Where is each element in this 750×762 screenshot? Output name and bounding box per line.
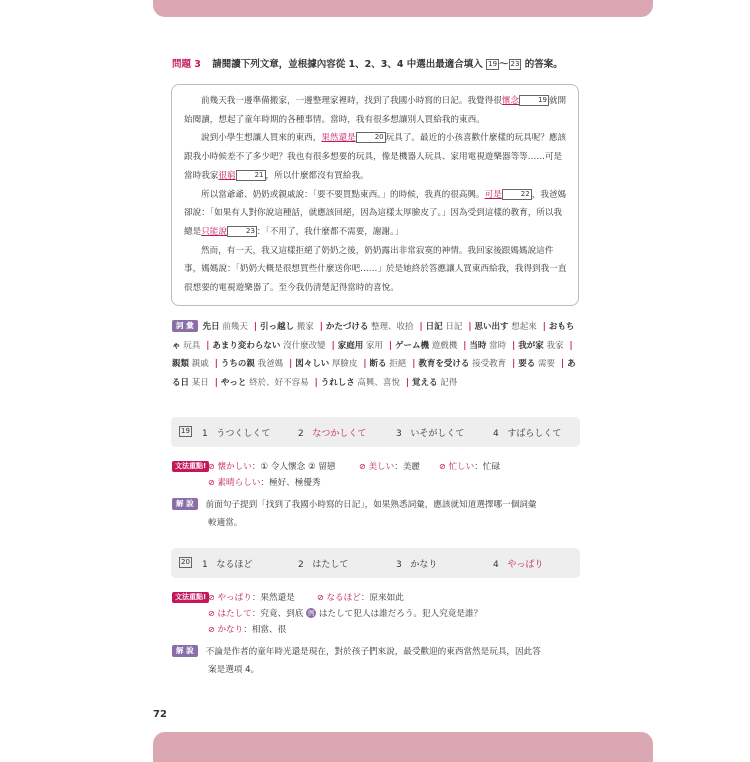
example-japanese: はたして犯人は誰だろう。 [318,609,423,619]
check-icon: ⊘ [208,478,215,487]
vocab-separator: | [206,340,210,351]
vocab-term: ある日 [172,359,576,388]
blank-box-20: 20 [356,132,386,143]
vocab-meaning: 家用 [365,340,383,351]
vocab-meaning: 我家 [546,340,564,351]
vocab-meaning: 遊戲機 [431,340,458,351]
check-icon: ⊘ [317,593,324,602]
vocab-separator: | [569,340,573,351]
vocab-separator: | [468,322,472,332]
passage-text: 然而，有一天，我又這樣拒絕了奶奶之後，奶奶露出非常寂寞的神情。我回家後跟媽媽說這件事，媽媽說：「奶奶大概是很想買些什麼送你吧……」於是她終於答應讓人買東西給我，我得到我一直很想要的電視遊樂器了。至今我仍清楚記得當時的喜悅。 [184,245,567,294]
explanation-line: 案是選項 4。 [208,665,260,675]
grammar-tag: 文法重點! [172,461,209,472]
option-4[interactable]: 4 すばらしくて [493,429,562,439]
option-1[interactable]: 1 うつくしくて [202,429,271,439]
vocab-separator: | [331,340,335,351]
vocab-separator: | [412,359,416,370]
grammar-tag: 文法重點! [172,592,209,603]
grammar-points-19 [172,459,582,491]
vocab-separator: | [319,322,323,332]
check-icon: ⊘ [208,625,215,634]
vocab-meaning: 某日 [191,377,209,388]
vocab-term: うちの親 [220,359,255,370]
explanation-line: 前面句子提到「找到了我國小時寫的日記」，如果熟悉詞彙，應該就知道選擇哪一個詞彙 [205,500,537,510]
vocab-separator: | [289,359,293,370]
vocab-separator: | [388,340,393,351]
blank-box-19: 19 [519,95,549,106]
grammar-item: ⊘ 素晴らしい：極好、極優秀 [208,478,321,488]
option-3[interactable]: 3 かなり [396,560,438,570]
vocab-meaning: 厚臉皮 [331,359,358,370]
passage-paragraph-1 [184,92,568,129]
grammar-item: ⊘ やっぱり：果然還是 [208,593,295,603]
vocab-meaning: 當時 [489,340,507,351]
blank-answer-19: 懷念 [501,96,519,106]
example-icon: 例 [307,609,315,617]
vocab-meaning: 拒絕 [389,359,407,370]
vocab-meaning: 終於、好不容易 [249,377,309,388]
option-4-correct[interactable]: 4 やっぱり [493,560,544,570]
check-icon: ⊘ [208,609,215,618]
vocab-separator: | [314,377,318,388]
explanation-tag: 解 說 [172,498,198,510]
vocab-separator: | [512,340,516,351]
vocab-separator: | [214,359,218,370]
vocab-term: 親類 [172,359,190,370]
check-icon: ⊘ [208,462,215,471]
blank-box-23: 23 [227,226,257,237]
vocab-meaning: 整理、收拾 [371,322,414,332]
vocabulary-items [172,322,576,388]
example-chinese: 犯人究竟是誰？ [422,609,483,619]
option-3[interactable]: 3 いそがしくて [396,429,465,439]
check-icon: ⊘ [439,462,446,471]
vocab-separator: | [363,359,367,370]
blank-answer-23: 只能說 [201,226,227,237]
question-instruction-post: 的答案。 [521,59,563,70]
explanation-line: 不論是作者的童年時光還是現在，對於孩子們來說，最受歡迎的東西當然是玩具，因此答 [205,647,541,657]
vocab-separator: | [405,377,410,388]
page-number: 72 [153,709,167,720]
top-decorative-bar [153,0,653,17]
question-number: 19 [181,427,190,435]
vocab-term: かたづける [325,322,369,332]
vocab-term: やっと [220,377,247,388]
options-19 [171,417,580,447]
explanation-tag: 解 說 [172,645,198,657]
check-icon: ⊘ [208,593,215,602]
blank-answer-21: 很窮 [218,170,236,181]
blank-box-start: 19 [488,60,498,68]
vocab-meaning: 接受教育 [472,359,507,370]
question-instruction-pre: 請閱讀下列文章，並根據內容從 1、2、3、4 中選出最適合填入 [212,59,487,70]
option-2-correct[interactable]: 2 なつかしくて [298,429,367,439]
explanation-line: 較適當。 [208,518,243,528]
vocab-meaning: 玩具 [183,340,201,351]
blank-box-21: 21 [236,170,266,181]
vocab-separator: | [463,340,467,351]
blank-box-22: 22 [502,189,532,200]
option-2[interactable]: 2 はたして [298,560,349,570]
vocabulary-tag: 詞 彙 [172,320,198,332]
question-label: 問題 3 [172,59,201,70]
passage-paragraph-4 [184,242,568,298]
vocab-term: 先日 [202,322,220,332]
vocab-term: 引っ越し [259,322,294,332]
reading-passage [171,84,579,306]
explanation-19 [172,496,584,532]
vocab-separator: | [419,322,423,332]
passage-paragraph-3 [184,186,568,242]
range-separator: ～ [499,59,509,70]
vocab-term: うれしさ [320,377,355,388]
vocab-meaning: 沒什麼改變 [283,340,326,351]
question-header [172,56,563,70]
passage-text: 玩具了。最近的小孩喜歡什麼樣的玩具呢？應該跟我小時候差不了多少吧？我也有很多想要的玩具，像是機器人玩具、家用電視遊樂器等等……可是當時我家 [184,133,567,181]
vocab-term: 当時 [469,340,487,351]
vocab-meaning: 前幾天 [222,322,248,332]
vocab-term: 思い出す [474,322,509,332]
vocab-separator: | [512,359,516,370]
blank-answer-20: 果然還是 [321,133,356,144]
vocab-meaning: 需要 [537,359,555,370]
passage-text: 說到小學生想讓人買來的東西， [201,133,322,144]
passage-text: ：「不用了，我什麼都不需要，謝謝。」 [256,226,404,237]
passage-text: 就開始閱讀，想起了童年時期的各種事情。當時，我有很多想讓別人買給我的東西。 [184,96,567,125]
vocabulary-list [172,318,582,392]
option-1[interactable]: 1 なるほど [202,560,253,570]
vocab-term: 断る [369,359,387,370]
check-icon: ⊘ [359,462,366,471]
passage-text: 所以當爺爺、奶奶或親戚說：「要不要買點東西。」的時候，我真的很高興。 [201,189,485,200]
vocab-term: あまり変わらない [212,340,281,351]
vocab-term: おもちゃ [172,322,575,351]
vocab-separator: | [560,359,565,370]
vocab-meaning: 日記 [445,322,463,332]
explanation-20 [172,643,584,679]
grammar-item: ⊘ 美しい：美麗 [359,462,421,472]
passage-text: ，所以什麼都沒有買給我。 [265,170,369,181]
vocab-meaning: 親戚 [191,359,209,370]
options-20 [171,548,580,578]
vocab-separator: | [253,322,257,332]
vocab-meaning: 想起來 [511,322,537,332]
blank-box-end: 23 [510,60,520,68]
vocab-meaning: 高興、喜悅 [357,377,400,388]
vocab-term: 日記 [425,322,443,332]
question-number: 20 [181,558,190,566]
vocab-term: 我が家 [518,340,544,351]
vocab-term: 覚える [412,377,438,388]
vocab-term: 教育を受ける [418,359,470,370]
vocab-meaning: 我爸媽 [257,359,284,370]
vocab-separator: | [214,377,218,388]
grammar-item: ⊘ 忙しい：忙碌 [439,462,501,472]
vocab-term: 要る [518,359,536,370]
passage-paragraph-2 [184,129,568,185]
vocab-term: 家庭用 [337,340,364,351]
blank-answer-22: 可是 [484,189,502,200]
grammar-points-20 [172,590,582,638]
grammar-item: ⊘ かなり：相當、很 [208,625,287,635]
vocab-term: ゲーム機 [395,340,430,351]
vocab-meaning: 記得 [440,377,458,388]
grammar-item: ⊘ なるほど：原來如此 [317,593,404,603]
vocab-meaning: 搬家 [296,322,314,332]
grammar-item: ⊘ はたして：究竟、到底 例 はたして犯人は誰だろう。犯人究竟是誰？ [208,609,483,619]
vocab-term: 図々しい [295,359,330,370]
bottom-decorative-bar [153,732,653,762]
passage-text: 前幾天我一邊準備搬家，一邊整理家裡時，找到了我國小時寫的日記。我覺得很 [201,96,502,106]
vocab-separator: | [542,322,546,332]
passage-text: ，我爸媽卻說：「如果有人對你說這種話，就應該回絕，因為這樣太厚臉皮了。」因為受到這樣的教育，所以我總是 [184,189,567,237]
grammar-item: ⊘ 懐かしい：① 令人懷念 ② 留戀 [208,462,336,472]
